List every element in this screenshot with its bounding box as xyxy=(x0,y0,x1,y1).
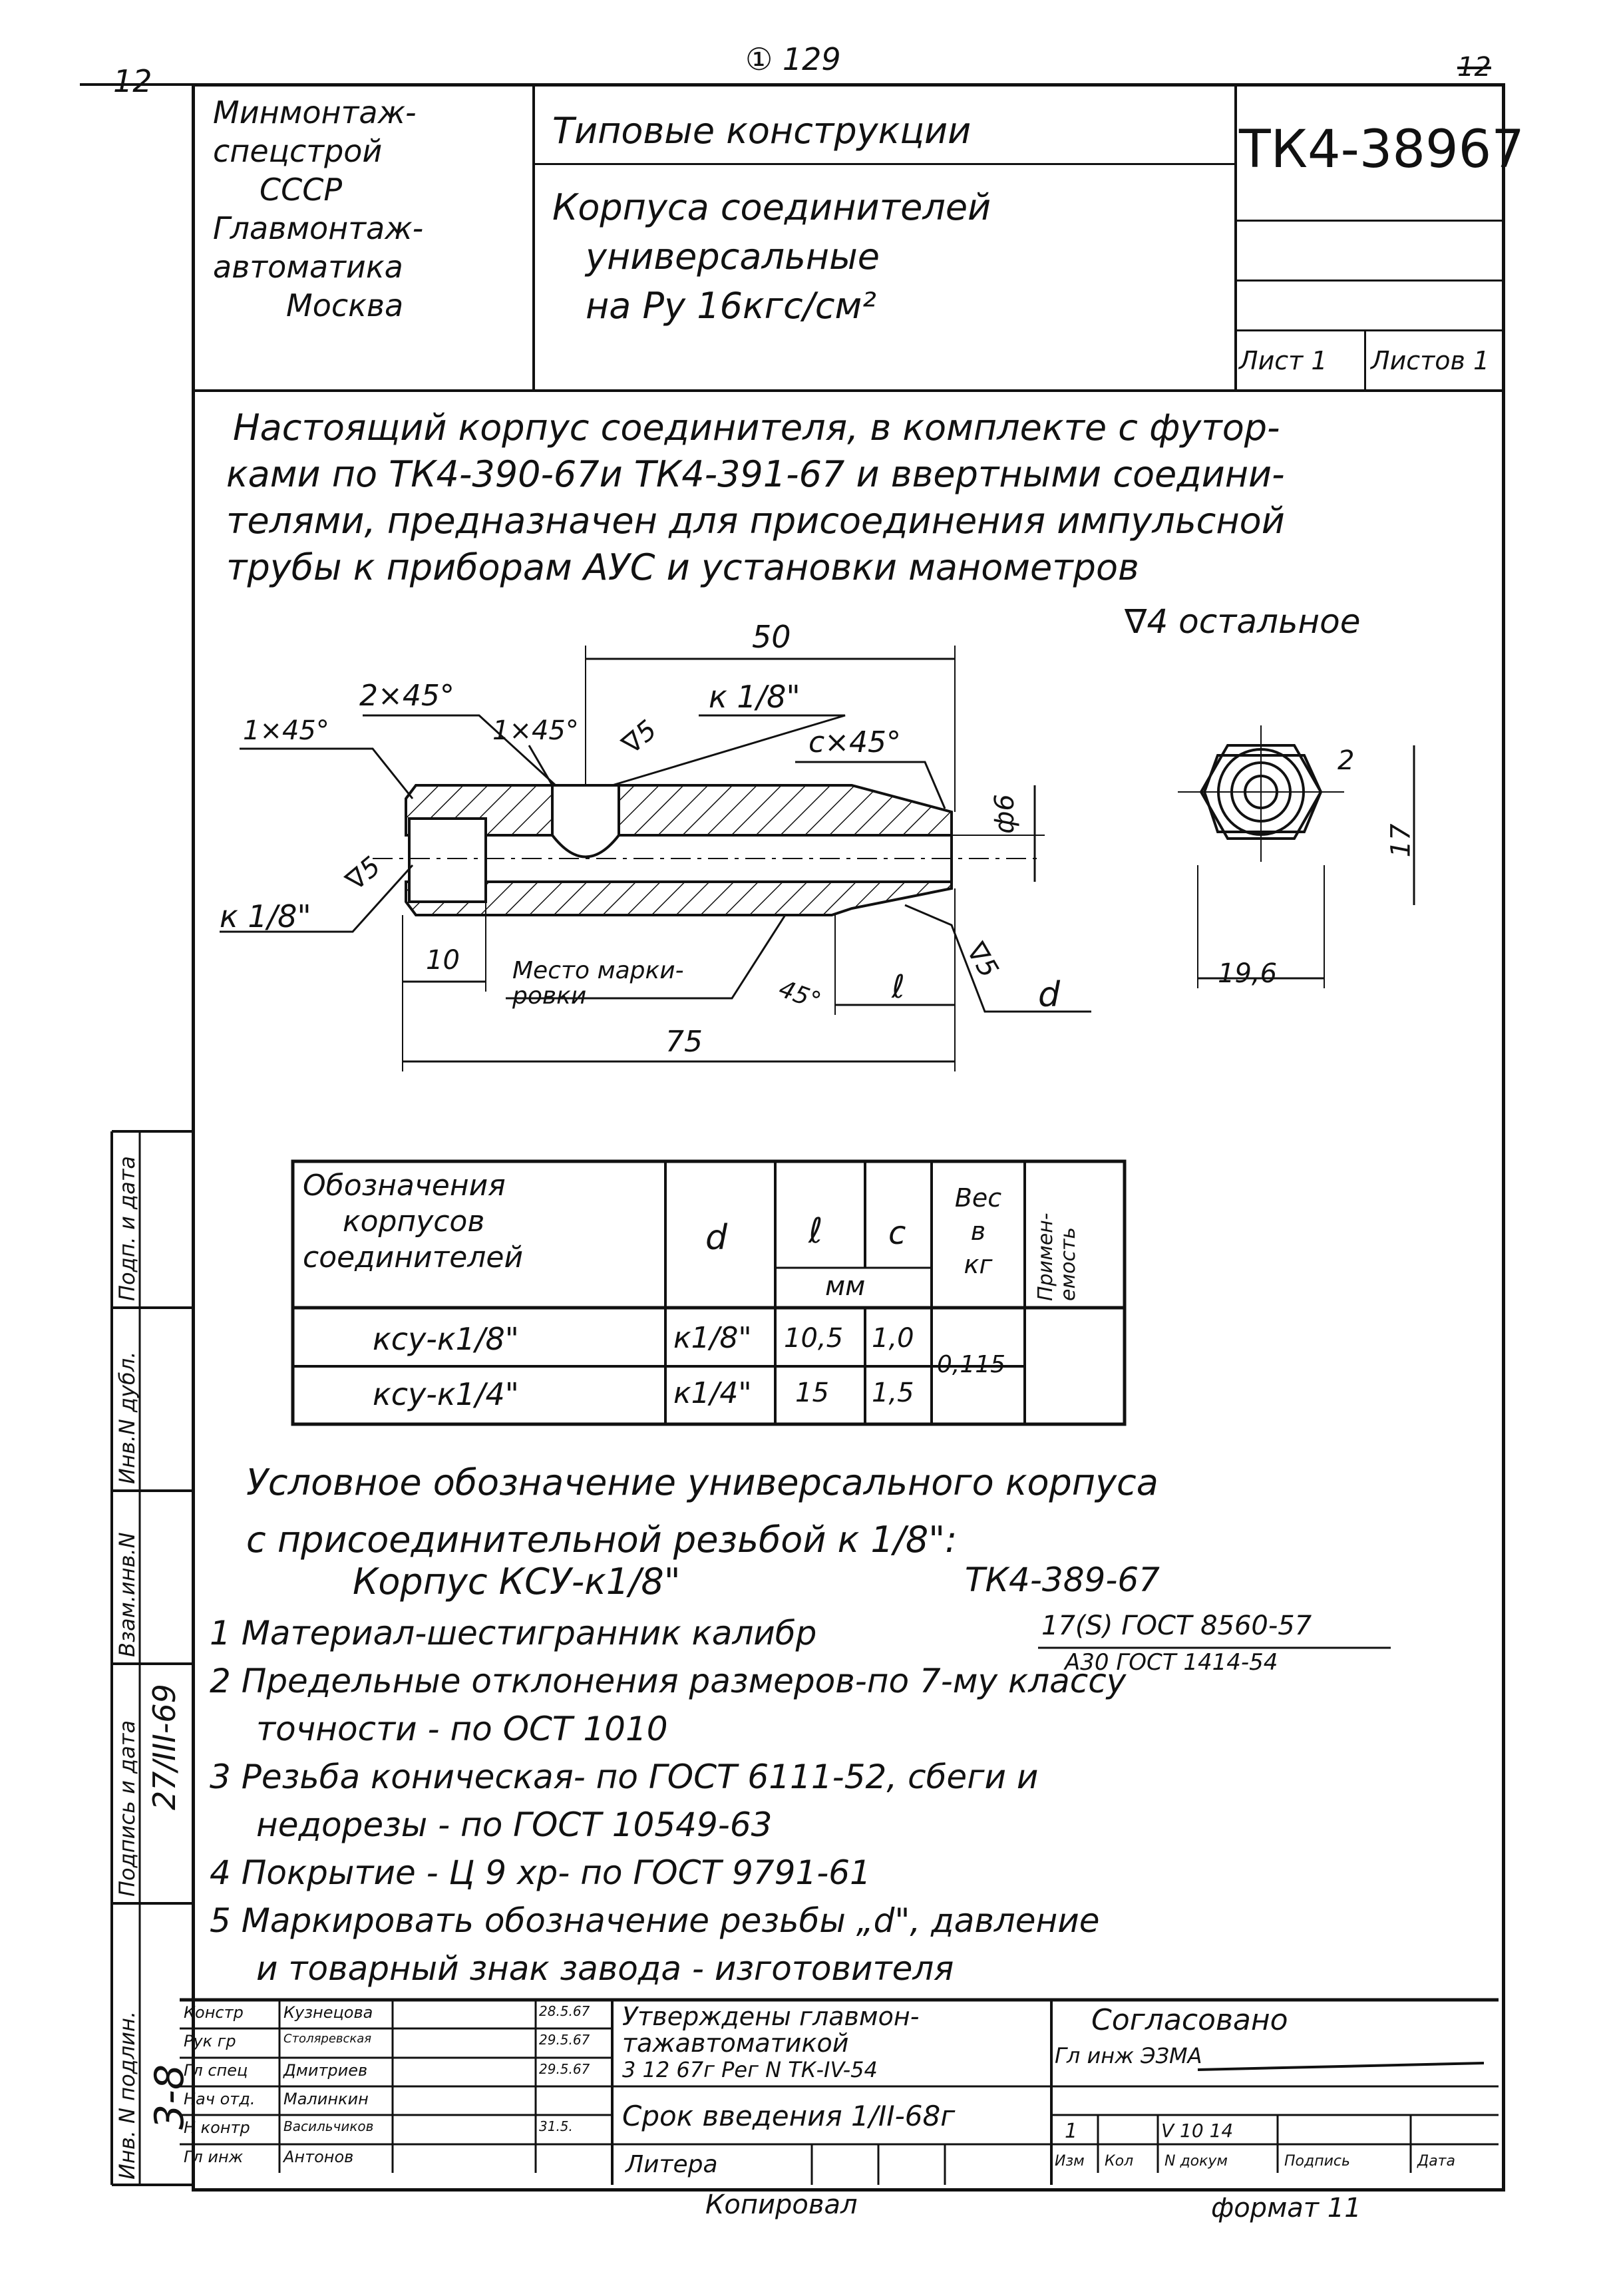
side-label-replace-inv: Взам.инв.N xyxy=(114,1532,140,1657)
note-text: недорезы - по ГОСТ 10549-63 xyxy=(256,1806,773,1844)
note-item xyxy=(210,1945,1126,1993)
note-text: Материал-шестигранник калибр xyxy=(241,1614,817,1652)
sheets-total: Листов 1 xyxy=(1371,346,1490,375)
tb-rev-value: 1 xyxy=(1065,2120,1078,2143)
note-item xyxy=(210,1609,1126,1657)
side-date-note: 27/III-69 xyxy=(146,1684,182,1810)
tb-role: Гл спец xyxy=(184,2061,248,2080)
side-label-original-inv: Инв. N подлин. xyxy=(114,2010,140,2180)
notes-list xyxy=(210,1609,1126,1993)
angle-45: 45° xyxy=(775,975,824,1016)
weight-value: 0,115 xyxy=(937,1351,1006,1378)
marking-place xyxy=(512,958,684,1009)
marking-line: ровки xyxy=(512,982,587,1010)
note-num: 1 xyxy=(210,1614,231,1652)
hex-dim-196: 19,6 xyxy=(1218,958,1278,989)
header-category: Типовые конструкции xyxy=(552,110,972,152)
org-line: Минмонтаж- xyxy=(213,95,417,130)
tb-rev-header: N докум xyxy=(1164,2153,1228,2170)
note-item xyxy=(210,1897,1126,1945)
dim-l: ℓ xyxy=(892,968,905,1006)
roughness-5-left: ∇5 xyxy=(340,851,387,897)
tb-rev-header: Дата xyxy=(1417,2153,1455,2170)
chamfer-cx45: c×45° xyxy=(808,725,902,759)
example-code: ТК4-389-67 xyxy=(965,1561,1160,1599)
weight-line: в xyxy=(970,1217,986,1246)
footer-format: формат 11 xyxy=(1211,2193,1361,2223)
header-line: Обозначения xyxy=(303,1169,506,1203)
tb-role: Н контр xyxy=(184,2118,250,2137)
table-header-l: ℓ xyxy=(808,1211,823,1251)
tb-litera: Литера xyxy=(625,2151,718,2178)
description-line: ками по ТК4-390-67и ТК4-391-67 и ввертными соедини- xyxy=(226,453,1285,495)
note-text: и товарный знак завода - изготовителя xyxy=(256,1949,954,1988)
weight-line: Вес xyxy=(954,1183,1002,1213)
tb-term: Срок введения 1/II-68г xyxy=(622,2100,956,2132)
note-item xyxy=(210,1705,1126,1753)
header-line: корпусов xyxy=(343,1205,485,1239)
tb-name: Малинкин xyxy=(283,2090,369,2108)
tb-rev-header: Изм xyxy=(1055,2153,1085,2170)
roughness-5-right: ∇5 xyxy=(960,937,1005,984)
org-line: СССР xyxy=(260,172,343,208)
dim-d: d xyxy=(1038,975,1061,1015)
thread-left: к 1/8" xyxy=(220,898,311,934)
designation-line: Условное обозначение универсального корпуса xyxy=(246,1461,1159,1503)
note-text: Маркировать обозначение резьбы „d", давление xyxy=(241,1901,1100,1940)
row1-l: 10,5 xyxy=(784,1323,844,1354)
note-num: 2 xyxy=(210,1662,231,1700)
description-line: Настоящий корпус соединителя, в комплекте с футор- xyxy=(233,407,1280,449)
leader-1x45-left xyxy=(240,749,413,799)
designation-line: с присоединительной резьбой к 1/8": xyxy=(246,1519,958,1561)
note-item xyxy=(210,1849,1126,1897)
row2-name: ксу-к1/4" xyxy=(373,1376,519,1412)
dim-50: 50 xyxy=(752,619,791,655)
org-line: Главмонтаж- xyxy=(213,210,424,246)
body-upper-wall xyxy=(406,785,952,835)
tb-agreed: Согласовано xyxy=(1091,2003,1288,2037)
note-num: 5 xyxy=(210,1901,231,1940)
table-header-designation xyxy=(303,1168,523,1276)
tb-name: Столяревская xyxy=(283,2032,372,2046)
dim-75: 75 xyxy=(665,1025,703,1059)
tb-signature-squiggle xyxy=(1198,2063,1484,2070)
note-num: 4 xyxy=(210,1853,231,1892)
table-header-weight xyxy=(938,1181,1018,1281)
tb-rev-header: Кол xyxy=(1105,2153,1134,2170)
tb-date: 29.5.67 xyxy=(539,2061,590,2077)
document-code: ТК4-38967 xyxy=(1239,120,1524,180)
title-line: Корпуса соединителей xyxy=(552,186,991,228)
approved-line: 3 12 67г Рег N ТК-IV-54 xyxy=(622,2057,878,2082)
description-line: трубы к приборам АУС и установки манометров xyxy=(226,546,1139,588)
tb-approved xyxy=(622,2003,919,2083)
org-line: Москва xyxy=(286,287,404,323)
page-top-number: ① 129 xyxy=(745,41,841,77)
tb-agreed-by: Гл инж ЭЗМА xyxy=(1055,2043,1202,2068)
side-inv-number: 3-8 xyxy=(146,2064,193,2130)
side-label-dup-inv: Инв.N дубл. xyxy=(114,1351,140,1484)
row2-l: 15 xyxy=(795,1378,829,1408)
tb-rev-header: Подпись xyxy=(1284,2153,1350,2170)
row2-c: 1,5 xyxy=(872,1378,914,1408)
roughness-rest: ∇4 остальное xyxy=(1125,602,1361,641)
tb-role: Нач отд. xyxy=(184,2090,256,2108)
weight-line: кг xyxy=(964,1250,993,1279)
approved-line: Утверждены главмон- xyxy=(622,2002,920,2031)
row1-name: ксу-к1/8" xyxy=(373,1321,519,1357)
left-threaded-bore xyxy=(409,819,486,902)
chamfer-2x45: 2×45° xyxy=(359,679,454,713)
header-line: соединителей xyxy=(303,1241,524,1274)
org-line: автоматика xyxy=(213,249,403,285)
description-line: телями, предназначен для присоединения импульсной xyxy=(226,500,1285,542)
note-text: точности - по ОСТ 1010 xyxy=(256,1710,668,1748)
title-line: на Ру 16кгс/см² xyxy=(586,285,876,327)
org-line: спецстрой xyxy=(213,133,383,169)
hex-dim-17: 17 xyxy=(1385,823,1417,858)
designation-title xyxy=(246,1454,1159,1569)
row1-d: к1/8" xyxy=(673,1321,752,1355)
cross-hole xyxy=(552,785,619,857)
dia-6: ф6 xyxy=(989,794,1020,834)
note-text: Резьба коническая- по ГОСТ 6111-52, сбеги и xyxy=(241,1758,1039,1796)
title-line: универсальные xyxy=(586,236,880,278)
tb-role: Констр xyxy=(184,2003,244,2022)
fraction-top: 17(S) ГОСТ 8560-57 xyxy=(1041,1611,1312,1641)
row2-d: к1/4" xyxy=(673,1376,752,1410)
approved-line: тажавтоматикой xyxy=(622,2028,849,2058)
table-header-mm: мм xyxy=(825,1271,866,1302)
note-item xyxy=(210,1657,1126,1705)
fraction-bottom: А30 ГОСТ 1414-54 xyxy=(1065,1649,1278,1676)
side-label-sign-date: Подп. и дата xyxy=(114,1156,140,1301)
page-corner-number-right: 12 xyxy=(1457,52,1491,83)
tb-role: Рук гр xyxy=(184,2032,236,2050)
footer-copied: Копировал xyxy=(705,2190,858,2220)
tb-date: 29.5.67 xyxy=(539,2032,590,2048)
chamfer-1x45-left: 1×45° xyxy=(243,715,329,746)
row1-c: 1,0 xyxy=(872,1323,914,1354)
tb-role: Гл инж xyxy=(184,2148,244,2166)
note-num: 3 xyxy=(210,1758,231,1796)
tb-name: Антонов xyxy=(283,2148,354,2166)
body-lower-wall xyxy=(406,882,952,915)
note-text: Покрытие - Ц 9 хр- по ГОСТ 9791-61 xyxy=(241,1853,871,1892)
tb-date: 28.5.67 xyxy=(539,2003,590,2019)
tb-date: 31.5. xyxy=(539,2118,573,2134)
example-designation: Корпус КСУ-к1/8" xyxy=(353,1561,681,1603)
note-item xyxy=(210,1753,1126,1801)
tb-name: Васильчиков xyxy=(283,2118,374,2134)
note-text: Предельные отклонения размеров-по 7-му классу xyxy=(241,1662,1127,1700)
hex-dim-2: 2 xyxy=(1338,745,1355,776)
appl-line: емость xyxy=(1057,1227,1080,1301)
appl-line: Примен- xyxy=(1034,1213,1057,1301)
side-label-signature-date: Подпись и дата xyxy=(114,1720,140,1897)
page-corner-number: 12 xyxy=(113,63,152,99)
tb-rev-value: V 10 14 xyxy=(1161,2120,1234,2142)
sheet-number: Лист 1 xyxy=(1239,346,1328,375)
table-header-c: c xyxy=(888,1215,906,1252)
dim-10: 10 xyxy=(426,945,460,976)
table-header-d: d xyxy=(705,1218,728,1258)
marking-line: Место марки- xyxy=(512,957,684,984)
tb-name: Кузнецова xyxy=(283,2003,373,2022)
table-header-applicability xyxy=(1035,1213,1080,1301)
tb-name: Дмитриев xyxy=(283,2061,368,2080)
roughness-5-top: ∇5 xyxy=(616,714,663,761)
note-item xyxy=(210,1801,1126,1849)
chamfer-1x45-mid: 1×45° xyxy=(492,715,579,746)
thread-top: к 1/8" xyxy=(709,679,801,715)
